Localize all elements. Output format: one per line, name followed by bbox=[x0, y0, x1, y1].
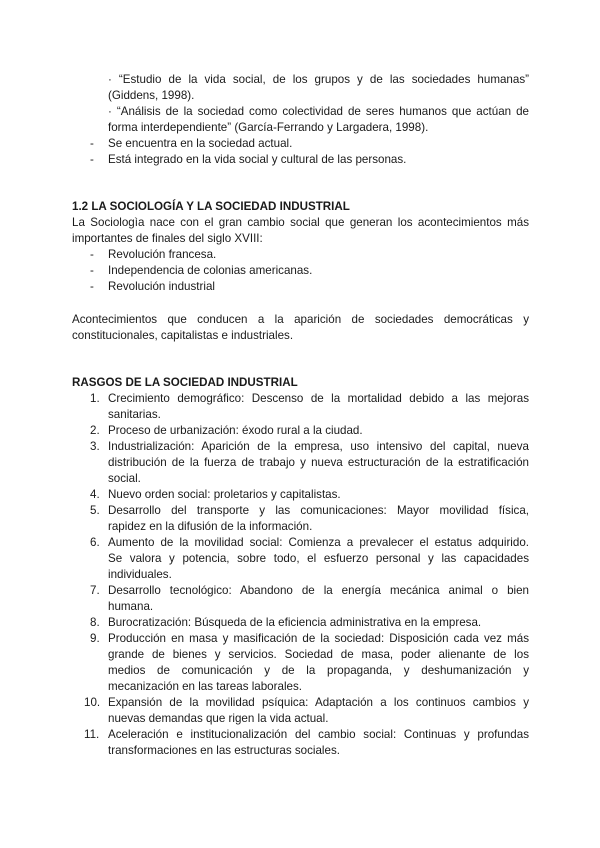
rasgo-line: Producción en masa y masificación de la sociedad: Disposición cada vez más bbox=[108, 632, 529, 645]
rasgo-line: rapidez en la difusión de la información. bbox=[108, 520, 313, 533]
rasgo-line: Industrialización: Aparición de la empresa, uso intensivo del capital, nueva bbox=[108, 440, 529, 453]
rasgo-line: Crecimiento demográfico: Descenso de la mortalidad debido a las mejoras bbox=[108, 392, 529, 405]
definition-1-line-1: · “Estudio de la vida social, de los grupos y de las sociedades humanas” bbox=[108, 73, 529, 86]
rasgo-number: 1. bbox=[90, 392, 100, 405]
rasgo-line: grande de bienes y servicios. Sociedad de masa, poder alienante de los bbox=[108, 648, 529, 661]
rasgo-line: individuales. bbox=[108, 568, 172, 581]
rasgo-number: 11. bbox=[84, 728, 100, 741]
bullet-marker: - bbox=[90, 264, 94, 277]
rasgo-line: Expansión de la movilidad psíquica: Adaptación a los continuos cambios y bbox=[108, 696, 529, 709]
rasgo-line: nuevas demandas que rigen la vida actual. bbox=[108, 712, 329, 725]
rasgo-number: 8. bbox=[90, 616, 100, 629]
rasgo-line: Burocratización: Búsqueda de la eficiencia administrativa en la empresa. bbox=[108, 616, 482, 629]
rasgo-line: mecanización en las tareas laborales. bbox=[108, 680, 302, 693]
rasgo-line: medios de comunicación y de la propaganda, y deshumanización y bbox=[108, 664, 529, 677]
section-intro-line-1: La Sociologìa nace con el gran cambio social que generan los acontecimientos más bbox=[72, 216, 529, 229]
bullet-marker: - bbox=[90, 280, 94, 293]
event-item: Revolución francesa. bbox=[108, 248, 217, 261]
event-item: Revolución industrial bbox=[108, 280, 215, 293]
rasgo-number: 10. bbox=[84, 696, 101, 709]
rasgo-line: Aumento de la movilidad social: Comienza a prevalecer el estatus adquirido. bbox=[108, 536, 529, 549]
rasgo-line: humana. bbox=[108, 600, 154, 613]
definition-1-line-2: (Giddens, 1998). bbox=[108, 89, 195, 102]
rasgo-number: 7. bbox=[90, 584, 100, 597]
bullet-marker: - bbox=[90, 153, 94, 166]
rasgo-number: 3. bbox=[90, 440, 100, 453]
rasgo-line: distribución de la fuerza de trabajo y nueva estructuración de la estratificación bbox=[108, 456, 529, 469]
bullet-text: Se encuentra en la sociedad actual. bbox=[108, 137, 293, 150]
rasgos-heading: RASGOS DE LA SOCIEDAD INDUSTRIAL bbox=[72, 376, 298, 389]
rasgo-line: transformaciones en las estructuras sociales. bbox=[108, 744, 340, 757]
rasgo-line: social. bbox=[108, 472, 141, 485]
rasgo-line: Desarrollo del transporte y las comunicaciones: Mayor movilidad física, bbox=[108, 504, 529, 517]
conclusion-line-2: constitucionales, capitalistas e industriales. bbox=[72, 329, 294, 342]
rasgo-line: Aceleración e institucionalización del cambio social: Continuas y profundas bbox=[108, 728, 529, 741]
rasgo-number: 4. bbox=[90, 488, 100, 501]
rasgo-number: 9. bbox=[90, 632, 100, 645]
definition-2-line-2: forma interdependiente” (García-Ferrando y Largadera, 1998). bbox=[108, 121, 429, 134]
bullet-marker: - bbox=[90, 137, 94, 150]
rasgo-number: 6. bbox=[90, 536, 100, 549]
conclusion-line-1: Acontecimientos que conducen a la aparición de sociedades democráticas y bbox=[72, 313, 529, 326]
rasgo-line: Desarrollo tecnológico: Abandono de la energía mecánica animal o bien bbox=[108, 584, 529, 597]
rasgo-number: 2. bbox=[90, 424, 100, 437]
section-intro-line-2: importantes de finales del siglo XVIII: bbox=[72, 232, 263, 245]
rasgo-number: 5. bbox=[90, 504, 100, 517]
rasgo-line: Nuevo orden social: proletarios y capitalistas. bbox=[108, 488, 341, 501]
rasgo-line: Proceso de urbanización: éxodo rural a la ciudad. bbox=[108, 424, 363, 437]
bullet-marker: - bbox=[90, 248, 94, 261]
event-item: Independencia de colonias americanas. bbox=[108, 264, 313, 277]
bullet-text: Está integrado en la vida social y cultural de las personas. bbox=[108, 153, 407, 166]
rasgo-line: sanitarias. bbox=[108, 408, 161, 421]
definition-2-line-1: · “Análisis de la sociedad como colectividad de seres humanos que actúan de bbox=[108, 105, 529, 118]
section-heading: 1.2 LA SOCIOLOGÍA Y LA SOCIEDAD INDUSTRIAL bbox=[72, 200, 350, 213]
rasgo-line: Se valora y potencia, sobre todo, el esfuerzo personal y las capacidades bbox=[108, 552, 529, 565]
